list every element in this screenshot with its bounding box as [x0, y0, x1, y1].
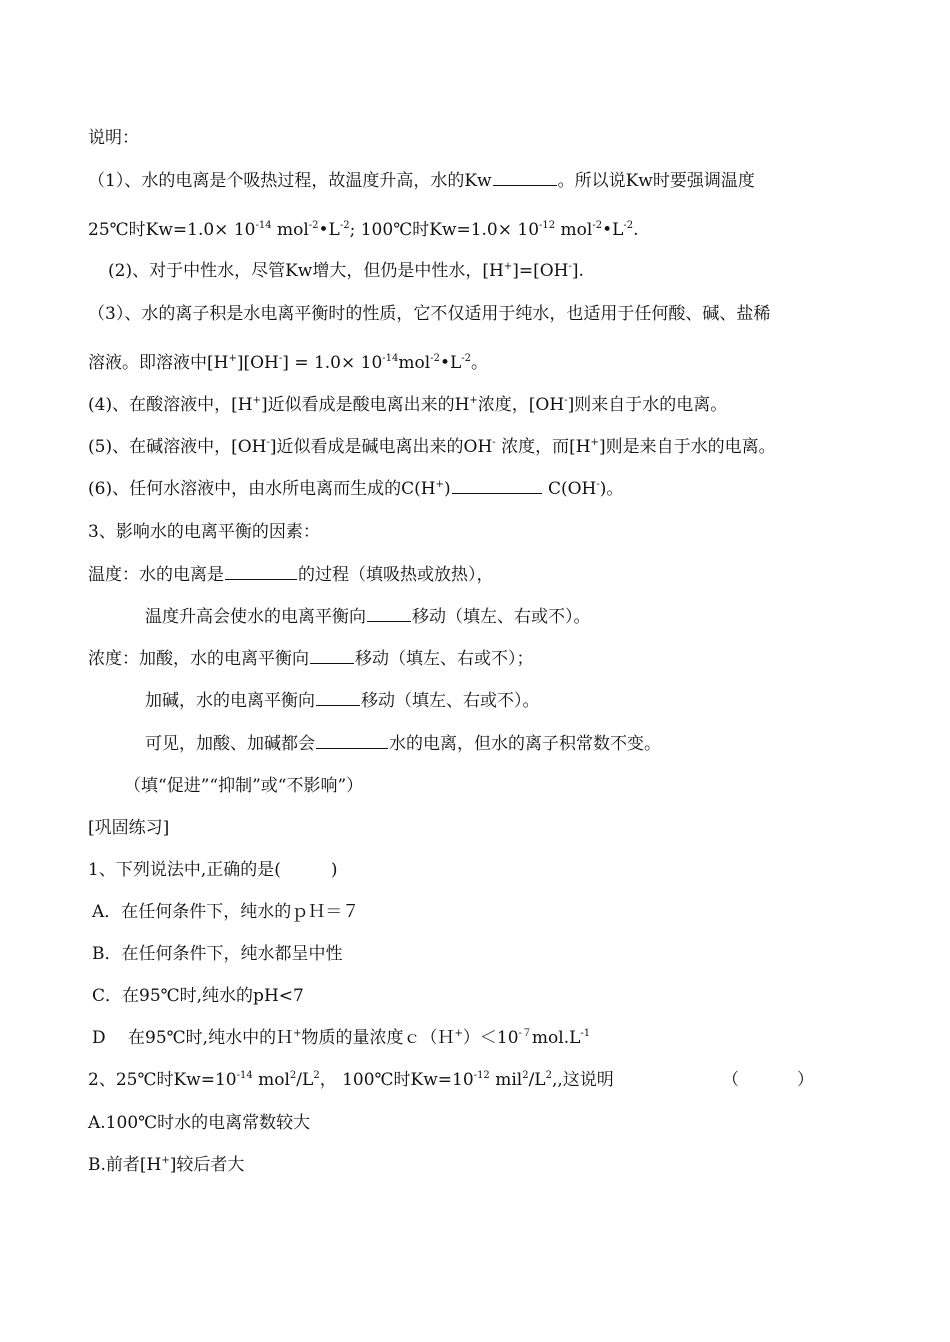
question-2: 2、25℃时$Kw=10^{-14}$ $mol^2/L^2$， 100℃时$Kw=10^{-12}$ $mil^2/L^2$,,这说明	[88, 1070, 614, 1090]
note-1-values: 25℃时$Kw=1.0\times 10^{-14}$ $mol^{-2}•L^{-2}$; 100℃时$Kw=1.0\times 10^{-12}$ $mol^{-2}•L^{-2}$.	[88, 220, 639, 240]
factor-acid: 浓度：加酸，水的电离平衡向 移动（填左、右或不）；	[88, 649, 534, 669]
note-1: （1）、水的电离是个吸热过程，故温度升高，水的Kw 。所以说Kw时要强调温度	[88, 171, 755, 191]
answer-blank[interactable]	[316, 690, 360, 706]
factor-base: 加碱，水的电离平衡向 移动（填左、右或不）。	[145, 691, 540, 711]
note-6: (6)、任何水溶液中，由水所电离而生成的C(H+) C(OH-)。	[88, 479, 624, 499]
note-5: (5)、在碱溶液中，[OH-]近似看成是碱电离出来的OH- 浓度，而[H+]则是来自于水的电离。	[88, 437, 776, 457]
note-3-cont: 溶液。即溶液中$[H^+][OH^-] = 1.0\times 10^{-14}mol^{-2}•L^{-2}$。	[88, 353, 489, 373]
intro-heading: 说明：	[88, 128, 139, 148]
factor-conclusion: 可见，加酸、加碱都会 水的电离，但水的离子积常数不变。	[145, 734, 661, 754]
factors-heading: 3、影响水的电离平衡的因素：	[88, 522, 320, 542]
answer-blank[interactable]	[225, 564, 297, 580]
factor-temperature: 温度：水的电离是 的过程（填吸热或放热），	[88, 565, 494, 585]
factor-temperature-shift: 温度升高会使水的电离平衡向 移动（填左、右或不）。	[145, 607, 591, 627]
option-a: A．在任何条件下，纯水的ｐＨ＝７	[92, 902, 360, 922]
question-1: 1、下列说法中,正确的是( )	[88, 860, 338, 880]
option-c: C．在95℃时,纯水的pH<7	[92, 986, 304, 1006]
note-2: (2)、对于中性水，尽管Kw增大，但仍是中性水，[H+]=[OH-].	[108, 261, 584, 281]
option-2b: B.前者[H+]较后者大	[88, 1155, 245, 1175]
option-d: D 在95℃时,纯水中的Ｈ+物质的量浓度$c(H^+)<10^{-7}mol.L^{-1}$	[92, 1028, 591, 1048]
option-2a: A.100℃时水的电离常数较大	[88, 1113, 311, 1133]
answer-blank[interactable]	[367, 606, 411, 622]
note-3: （3）、水的离子积是水电离平衡时的性质，它不仅适用于纯水，也适用于任何酸、碱、盐稀	[88, 304, 771, 324]
answer-blank[interactable]	[452, 478, 542, 494]
factor-hint: （填“促进”“抑制”或“不影响”）	[124, 776, 364, 796]
note-4: (4)、在酸溶液中，[H+]近似看成是酸电离出来的H+浓度，[OH-]则来自于水的电离。	[88, 395, 728, 415]
answer-blank[interactable]	[493, 170, 557, 186]
answer-blank[interactable]	[316, 733, 388, 749]
answer-blank[interactable]	[310, 648, 354, 664]
practice-heading: [巩固练习]	[88, 818, 170, 838]
question-2-answer[interactable]: （ ）	[722, 1070, 814, 1090]
option-b: B．在任何条件下，纯水都呈中性	[92, 944, 343, 964]
